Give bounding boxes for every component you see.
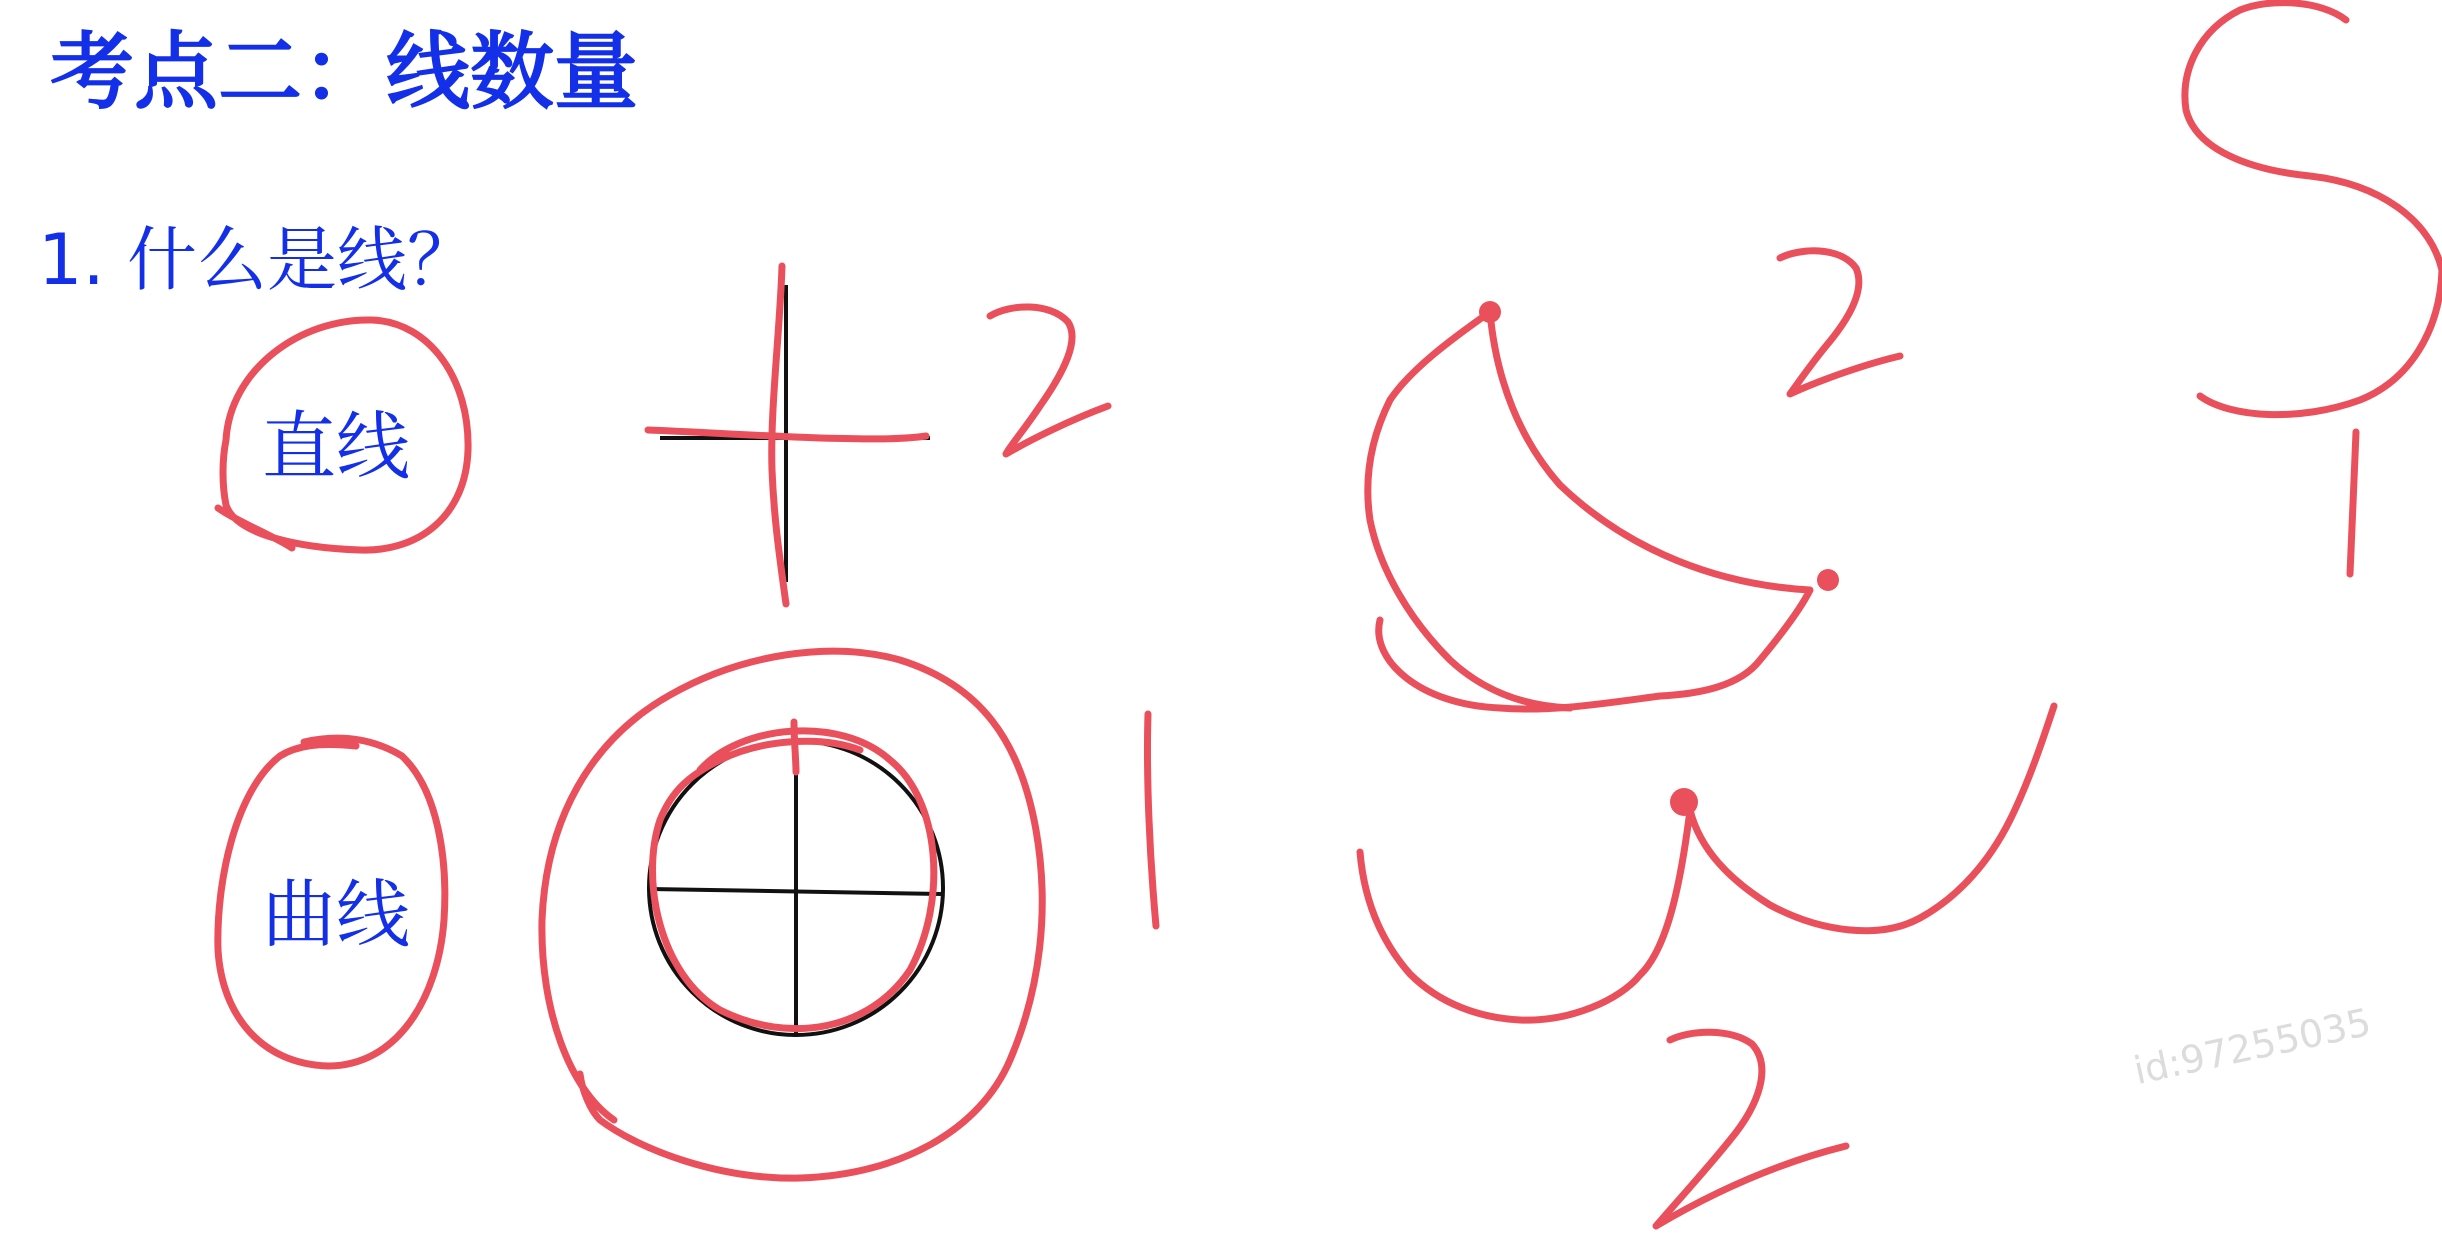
wave-count-digit: [1656, 1032, 1846, 1226]
straight-line-label: 直线: [262, 404, 410, 490]
wave-curve-line: [1360, 706, 2054, 1020]
arc-left-outline: [1368, 312, 1570, 708]
circle-count-digit: [1147, 714, 1156, 926]
straight-label-circle: [218, 320, 468, 550]
curved-line-label: 曲线: [262, 872, 410, 958]
arc-count-digit: [1780, 251, 1900, 394]
circle-horizontal-line: [650, 889, 942, 894]
arc-start-point: [1479, 301, 1501, 323]
question-text: 1. 什么是线？: [38, 219, 478, 301]
curved-label-circle: [218, 738, 445, 1066]
wave-joint-point: [1670, 788, 1698, 816]
page-heading: 考点二：线数量: [50, 23, 639, 121]
watermark: id:97255035: [2130, 999, 2375, 1094]
circle-vertical-trace: [794, 722, 796, 772]
cross-count-digit: [990, 307, 1108, 454]
s-curve-line: [2185, 3, 2442, 415]
arc-end-point: [1817, 569, 1839, 591]
s-curve-count-digit: [2350, 432, 2356, 574]
